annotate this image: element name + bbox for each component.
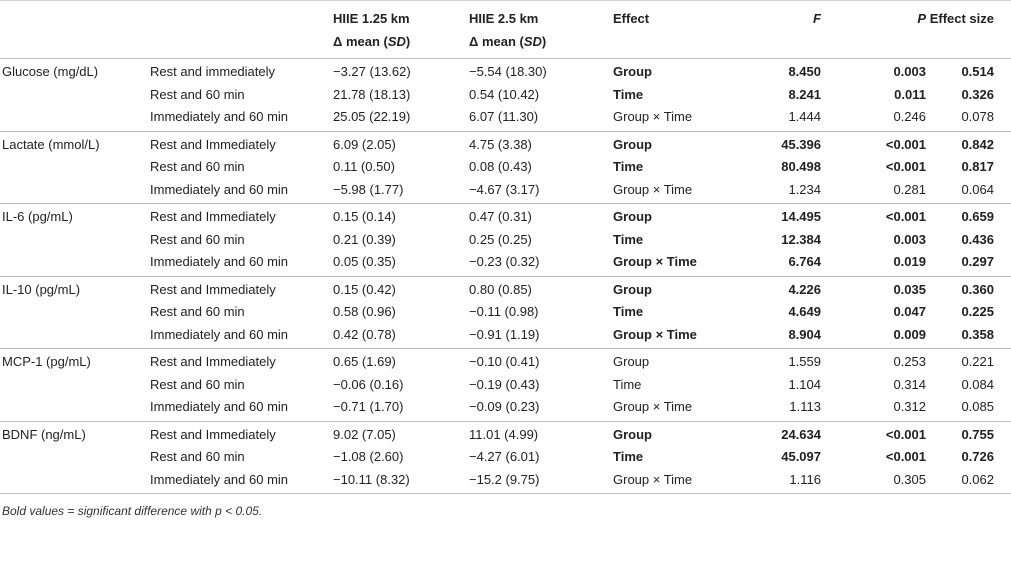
cell-hiie-125: 0.15 (0.42) [333, 281, 396, 297]
cell-f: 80.498 [781, 159, 821, 174]
table-row [0, 349, 1011, 374]
cell-f: 4.226 [788, 281, 821, 297]
table-row [0, 276, 1011, 301]
cell-hiie-125: 0.05 (0.35) [333, 254, 396, 269]
table-row [0, 251, 1011, 276]
header-hiie-125-suffix: ) [405, 34, 411, 49]
cell-effect-size: 0.085 [961, 399, 994, 414]
cell-effect-size: 0.225 [961, 304, 994, 319]
cell-hiie-125: 0.58 (0.96) [333, 304, 396, 319]
table-row [0, 59, 1011, 84]
cell-measure [0, 84, 150, 107]
cell-hiie-25: −15.2 (9.75) [469, 471, 540, 487]
cell-hiie-125: 0.65 (1.69) [333, 354, 396, 369]
cell-effect-size: 0.221 [961, 354, 994, 369]
cell-comparison: Rest and 60 min [150, 159, 245, 174]
cell-p: 0.253 [893, 354, 926, 369]
cell-hiie-25: 0.47 (0.31) [469, 209, 532, 224]
row-group [0, 349, 1011, 422]
cell-effect-size: 0.817 [961, 159, 994, 174]
cell-hiie-25: −0.19 (0.43) [469, 376, 540, 392]
cell-p: 0.047 [893, 304, 926, 319]
cell-hiie-125: −10.11 (8.32) [333, 471, 410, 487]
cell-p: 0.019 [893, 254, 926, 269]
cell-effect-size: 0.078 [961, 109, 994, 124]
cell-hiie-125: 0.11 (0.50) [333, 159, 395, 174]
cell-hiie-125: 0.15 (0.14) [333, 209, 396, 224]
table-row [0, 131, 1011, 156]
cell-comparison: Immediately and 60 min [150, 181, 289, 197]
cell-effect: Time [613, 376, 642, 392]
cell-hiie-25: 0.25 (0.25) [469, 231, 532, 247]
cell-effect-size: 0.062 [961, 471, 994, 487]
cell-measure: Lactate (mmol/L) [2, 136, 100, 152]
cell-f: 8.450 [788, 64, 821, 79]
cell-f: 1.559 [788, 354, 821, 369]
cell-comparison: Rest and Immediately [150, 136, 276, 152]
cell-effect-size: 0.842 [961, 136, 994, 152]
cell-measure: IL-10 (pg/mL) [2, 281, 81, 297]
cell-hiie-125: 0.42 (0.78) [333, 326, 396, 342]
table-row [0, 84, 1011, 107]
cell-measure [0, 396, 150, 421]
cell-comparison: Immediately and 60 min [150, 109, 289, 124]
cell-hiie-125: 25.05 (22.19) [333, 109, 411, 124]
header-hiie-125 [333, 1, 469, 59]
cell-comparison: Rest and Immediately [150, 354, 276, 369]
header-hiie-125-sd: SD [387, 34, 406, 49]
cell-f: 1.444 [788, 109, 821, 124]
cell-measure [0, 179, 150, 204]
cell-f: 8.241 [788, 86, 821, 102]
cell-effect: Group × Time [613, 471, 693, 487]
cell-comparison: Immediately and 60 min [150, 326, 289, 342]
header-hiie-125-line1: HIIE 1.25 km [333, 11, 410, 26]
cell-p: 0.314 [893, 376, 926, 392]
footnote: Bold values = significant difference with p < 0.05. [2, 504, 263, 518]
cell-comparison: Immediately and 60 min [150, 399, 289, 414]
table-row [0, 179, 1011, 204]
cell-effect: Group [613, 426, 652, 442]
cell-effect: Group [613, 281, 652, 297]
cell-comparison: Rest and immediately [150, 64, 275, 79]
cell-hiie-25: 0.08 (0.43) [469, 159, 532, 174]
cell-p: 0.011 [894, 86, 926, 102]
cell-effect: Group × Time [613, 181, 693, 197]
cell-measure [0, 106, 150, 131]
cell-hiie-25: 6.07 (11.30) [469, 109, 539, 124]
cell-p: <0.001 [885, 449, 926, 464]
cell-effect: Group × Time [613, 399, 693, 414]
cell-f: 12.384 [781, 231, 821, 247]
header-p: P [917, 11, 926, 26]
cell-comparison: Rest and 60 min [150, 86, 245, 102]
row-group [0, 204, 1011, 277]
cell-effect: Time [613, 231, 644, 247]
table-row [0, 374, 1011, 397]
cell-comparison: Rest and 60 min [150, 231, 245, 247]
cell-hiie-25: −0.09 (0.23) [469, 399, 540, 414]
cell-p: 0.035 [893, 281, 926, 297]
table-row [0, 421, 1011, 446]
cell-f: 14.495 [781, 209, 821, 224]
header-row [0, 1, 1011, 59]
cell-p: 0.003 [893, 231, 926, 247]
cell-hiie-125: 6.09 (2.05) [333, 136, 396, 152]
cell-p: <0.001 [885, 426, 926, 442]
cell-effect-size: 0.659 [961, 209, 994, 224]
cell-hiie-25: 0.80 (0.85) [469, 281, 532, 297]
header-measure [0, 1, 150, 59]
cell-f: 1.113 [789, 399, 821, 414]
cell-comparison: Rest and 60 min [150, 449, 245, 464]
table-row [0, 106, 1011, 131]
cell-effect: Group [613, 354, 650, 369]
cell-hiie-25: 0.54 (10.42) [469, 86, 540, 102]
header-f: F [813, 11, 821, 26]
cell-f: 8.904 [788, 326, 821, 342]
cell-hiie-125: −5.98 (1.77) [333, 181, 404, 197]
cell-comparison: Rest and 60 min [150, 376, 245, 392]
cell-comparison: Rest and 60 min [150, 304, 245, 319]
cell-hiie-125: −1.08 (2.60) [333, 449, 404, 464]
cell-f: 4.649 [788, 304, 821, 319]
cell-measure [0, 229, 150, 252]
cell-effect: Time [613, 304, 644, 319]
cell-effect: Group × Time [613, 109, 693, 124]
cell-measure: Glucose (mg/dL) [2, 64, 99, 79]
row-group [0, 276, 1011, 349]
cell-p: <0.001 [885, 136, 926, 152]
header-hiie-25-line2 [469, 30, 613, 53]
cell-p: 0.246 [893, 109, 926, 124]
cell-hiie-125: −3.27 (13.62) [333, 64, 411, 79]
cell-effect-size: 0.064 [961, 181, 994, 197]
cell-p: <0.001 [885, 209, 926, 224]
cell-hiie-25: −5.54 (18.30) [469, 64, 547, 79]
cell-effect-size: 0.755 [961, 426, 994, 442]
cell-hiie-25: 11.01 (4.99) [469, 426, 539, 442]
header-hiie-25 [469, 1, 613, 59]
cell-f: 1.234 [788, 181, 821, 197]
cell-comparison: Rest and Immediately [150, 209, 276, 224]
cell-effect-size: 0.726 [961, 449, 994, 464]
table-row [0, 396, 1011, 421]
cell-p: 0.305 [893, 471, 926, 487]
header-hiie-25-prefix: Δ mean ( [469, 34, 524, 49]
cell-effect-size: 0.297 [961, 254, 994, 269]
cell-hiie-125: 0.21 (0.39) [333, 231, 396, 247]
cell-f: 45.396 [781, 136, 821, 152]
cell-measure [0, 469, 150, 494]
cell-hiie-125: −0.06 (0.16) [333, 376, 404, 392]
cell-hiie-25: −4.67 (3.17) [469, 181, 540, 197]
header-comparison [150, 1, 333, 59]
cell-measure [0, 324, 150, 349]
cell-effect: Time [613, 86, 644, 102]
cell-hiie-25: −0.23 (0.32) [469, 254, 540, 269]
cell-hiie-25: −0.91 (1.19) [469, 326, 540, 342]
header-effect-size: Effect size [929, 11, 994, 26]
cell-hiie-125: 21.78 (18.13) [333, 86, 411, 102]
cell-measure [0, 301, 150, 324]
table-header [0, 1, 1011, 59]
table-row [0, 301, 1011, 324]
cell-measure: BDNF (ng/mL) [2, 426, 86, 442]
cell-effect: Group [613, 64, 652, 79]
cell-measure [0, 251, 150, 276]
cell-f: 1.104 [788, 376, 821, 392]
cell-hiie-25: −4.27 (6.01) [469, 449, 540, 464]
table-row [0, 324, 1011, 349]
header-hiie-25-suffix: ) [541, 34, 547, 49]
cell-effect-size: 0.358 [961, 326, 994, 342]
cell-measure [0, 374, 150, 397]
row-group [0, 421, 1011, 494]
cell-p: 0.312 [893, 399, 926, 414]
cell-measure [0, 156, 150, 179]
cell-p: <0.001 [885, 159, 926, 174]
table-row [0, 229, 1011, 252]
table-row [0, 156, 1011, 179]
cell-comparison: Rest and Immediately [150, 281, 276, 297]
cell-effect-size: 0.514 [961, 64, 994, 79]
cell-f: 24.634 [781, 426, 821, 442]
row-group [0, 59, 1011, 132]
cell-effect: Group [613, 209, 652, 224]
cell-effect: Group × Time [613, 326, 697, 342]
cell-comparison: Rest and Immediately [150, 426, 276, 442]
header-hiie-25-sd: SD [523, 34, 542, 49]
header-hiie-125-prefix: Δ mean ( [333, 34, 388, 49]
cell-p: 0.009 [893, 326, 926, 342]
cell-effect: Time [613, 449, 644, 464]
cell-comparison: Immediately and 60 min [150, 254, 289, 269]
cell-effect: Time [613, 159, 644, 174]
cell-f: 6.764 [788, 254, 821, 269]
table-row [0, 469, 1011, 494]
cell-measure: MCP-1 (pg/mL) [2, 354, 91, 369]
cell-hiie-25: 4.75 (3.38) [469, 136, 532, 152]
cell-p: 0.281 [893, 181, 926, 197]
table-row [0, 446, 1011, 469]
cell-effect-size: 0.084 [961, 376, 994, 392]
cell-measure [0, 446, 150, 469]
cell-f: 45.097 [781, 449, 821, 464]
cell-hiie-25: −0.10 (0.41) [469, 354, 540, 369]
cell-effect-size: 0.436 [961, 231, 994, 247]
cell-effect: Group [613, 136, 652, 152]
cell-effect-size: 0.326 [961, 86, 994, 102]
cell-comparison: Immediately and 60 min [150, 471, 289, 487]
cell-p: 0.003 [893, 64, 926, 79]
header-hiie-125-line2 [333, 30, 469, 53]
table-row [0, 204, 1011, 229]
cell-f: 1.116 [789, 471, 821, 487]
row-group [0, 131, 1011, 204]
cell-hiie-125: −0.71 (1.70) [333, 399, 404, 414]
cell-measure: IL-6 (pg/mL) [2, 209, 73, 224]
cell-effect: Group × Time [613, 254, 697, 269]
cell-effect-size: 0.360 [961, 281, 994, 297]
cell-hiie-125: 9.02 (7.05) [333, 426, 396, 442]
cell-hiie-25: −0.11 (0.98) [469, 304, 539, 319]
header-effect: Effect [613, 11, 650, 26]
header-hiie-25-line1: HIIE 2.5 km [469, 11, 539, 26]
